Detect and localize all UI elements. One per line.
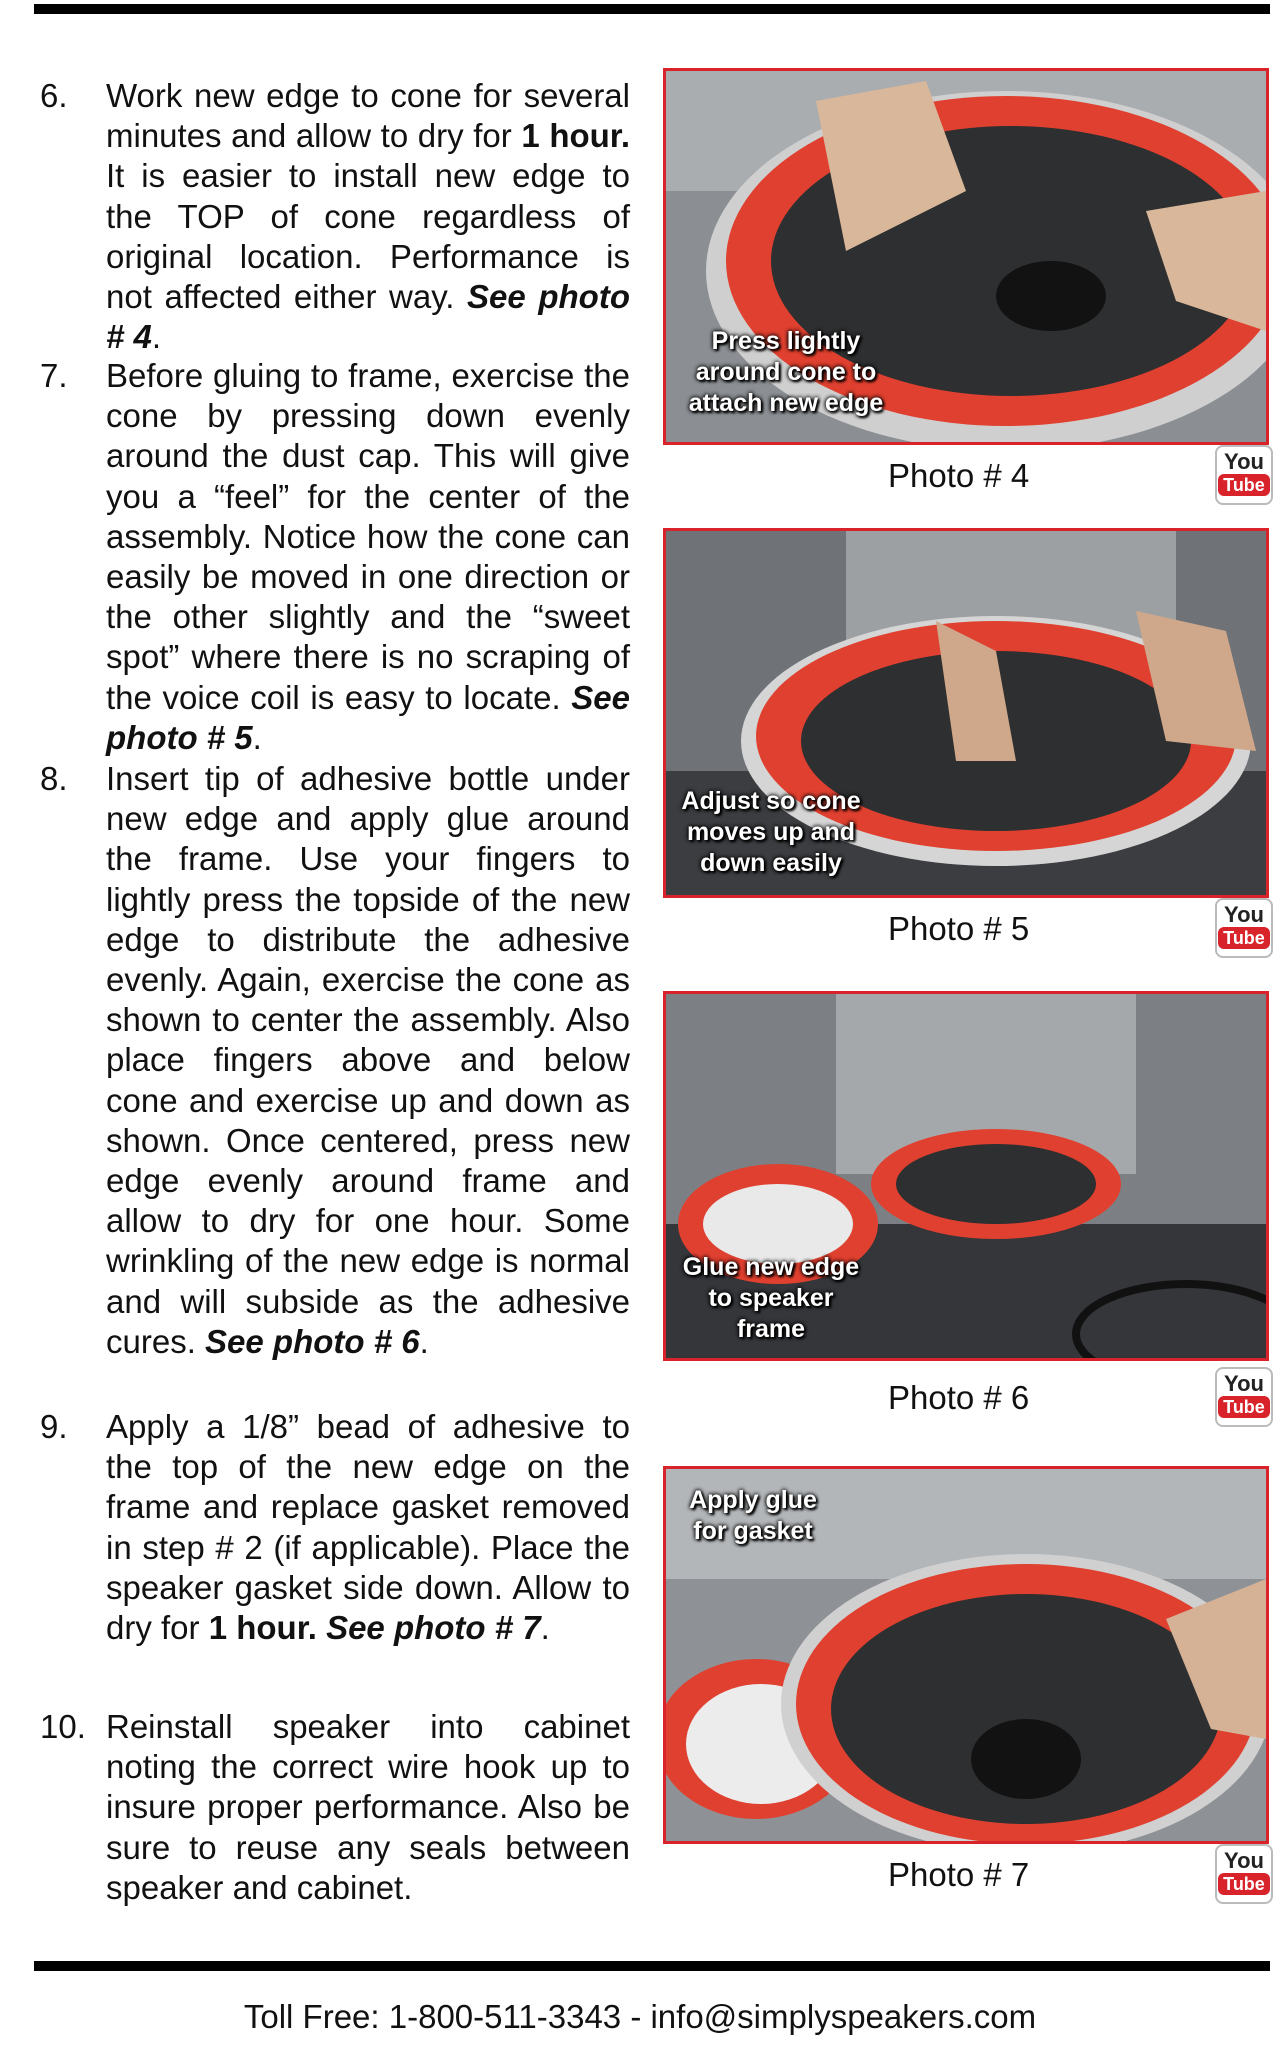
step-bold: 1 hour. [521,117,630,155]
step-text [106,1707,630,1908]
youtube-icon[interactable] [1215,445,1273,505]
step-text-part: Work new edge to cone for several minutes and allow to dry for [106,77,630,155]
photo-4 [663,68,1269,445]
step-text-part: Apply a 1/8” bead of adhesive to the top of the new edge on the frame and replace gasket removed in step # 2 (if applicable). Place the speaker gasket side down. Allow to dry for [106,1408,630,1647]
step-end: . [419,1322,429,1360]
photo-reference: See photo # 4 [106,278,630,356]
photo-6 [663,991,1269,1361]
youtube-icon[interactable] [1215,898,1273,958]
step-9 [40,1407,630,1648]
step-text [106,759,630,1362]
photo-6-block [663,991,1273,1421]
step-row [40,759,630,1362]
step-end: . [151,318,162,356]
photo-caption-overlay: Press lightly around cone to attach new edge [688,327,884,417]
step-number: 8. [40,760,68,797]
photo-label: Photo # 5 [888,910,1030,947]
photo-7-block [663,1466,1273,1904]
step-number: 9. [40,1408,68,1445]
step-end: . [540,1609,550,1647]
top-rule [34,4,1270,14]
photo-5-block [663,528,1273,958]
photo-label: Photo # 7 [888,1856,1030,1893]
photo-4-block [663,68,1273,505]
step-text-part: Insert tip of adhesive bottle under new edge and apply glue around the frame. Use your fingers to lightly press the topside of the new edge to distribute the adhesive evenly. Again, exercise the cone as shown to center the assembly. Also place fingers above and below cone and exercise up and down as shown. Once centered, press new edge evenly around frame and allow to dry for one hour. Some wrinkling of the new edge is normal and will subside as the adhesive cures. [106,760,630,1360]
youtube-tube-text: Tube [1218,474,1270,496]
photo-label: Photo # 6 [888,1379,1030,1416]
step-row [40,1407,630,1648]
photo-caption-overlay: Apply glue for gasket [689,1486,817,1545]
photo-7 [663,1466,1269,1844]
photo-reference: See photo # 7 [326,1609,541,1647]
photo-caption-overlay: Adjust so cone moves up and down easily [681,787,861,877]
step-number: 6. [40,77,68,114]
footer-contact: Toll Free: 1-800-511-3343 - info@simplyspeakers.com [243,1998,1037,2035]
step-10 [40,1707,630,1908]
step-text-part [317,1609,326,1646]
youtube-tube-text: Tube [1218,1873,1270,1895]
photo-caption-row [663,898,1273,958]
photo-caption-row [663,1367,1273,1427]
youtube-you-text: You [1224,1371,1264,1396]
bottom-rule [34,1961,1270,1971]
step-row [40,356,630,758]
step-row [40,1707,630,1908]
step-end: . [252,718,262,756]
step-text [106,356,630,758]
youtube-icon[interactable] [1215,1844,1273,1904]
step-7 [40,356,630,758]
step-text-part: Reinstall speaker into cabinet noting the correct wire hook up to insure proper performance. Also be sure to reuse any seals between speaker and cabinet. [106,1708,630,1906]
step-text [106,1407,630,1648]
step-8 [40,759,630,1362]
youtube-you-text: You [1224,449,1264,474]
step-number: 10. [40,1708,86,1745]
photo-reference: See photo # 5 [106,678,630,756]
youtube-tube-text: Tube [1218,1396,1270,1418]
youtube-icon[interactable] [1215,1367,1273,1427]
step-text-part: It is easier to install new edge to the TOP of cone regardless of original location. Performance is not affected either way. [106,157,630,316]
photo-caption-overlay: Glue new edge to speaker frame [682,1253,860,1343]
youtube-you-text: You [1224,1848,1264,1873]
photo-label: Photo # 4 [888,457,1030,494]
youtube-tube-text: Tube [1218,927,1270,949]
photo-5 [663,528,1269,898]
youtube-you-text: You [1224,902,1264,927]
photo-reference: See photo # 6 [205,1322,420,1360]
step-number: 7. [40,357,68,394]
photo-caption-row [663,445,1273,505]
photo-caption-row [663,1844,1273,1904]
step-text-part: Before gluing to frame, exercise the cone by pressing down evenly around the dust cap. This will give you a “feel” for the center of the assembly. Notice how the cone can easily be moved in one direction or the other slightly and the “sweet spot” where there is no scraping of the voice coil is easy to locate. [106,357,630,716]
step-bold: 1 hour. [208,1609,317,1647]
